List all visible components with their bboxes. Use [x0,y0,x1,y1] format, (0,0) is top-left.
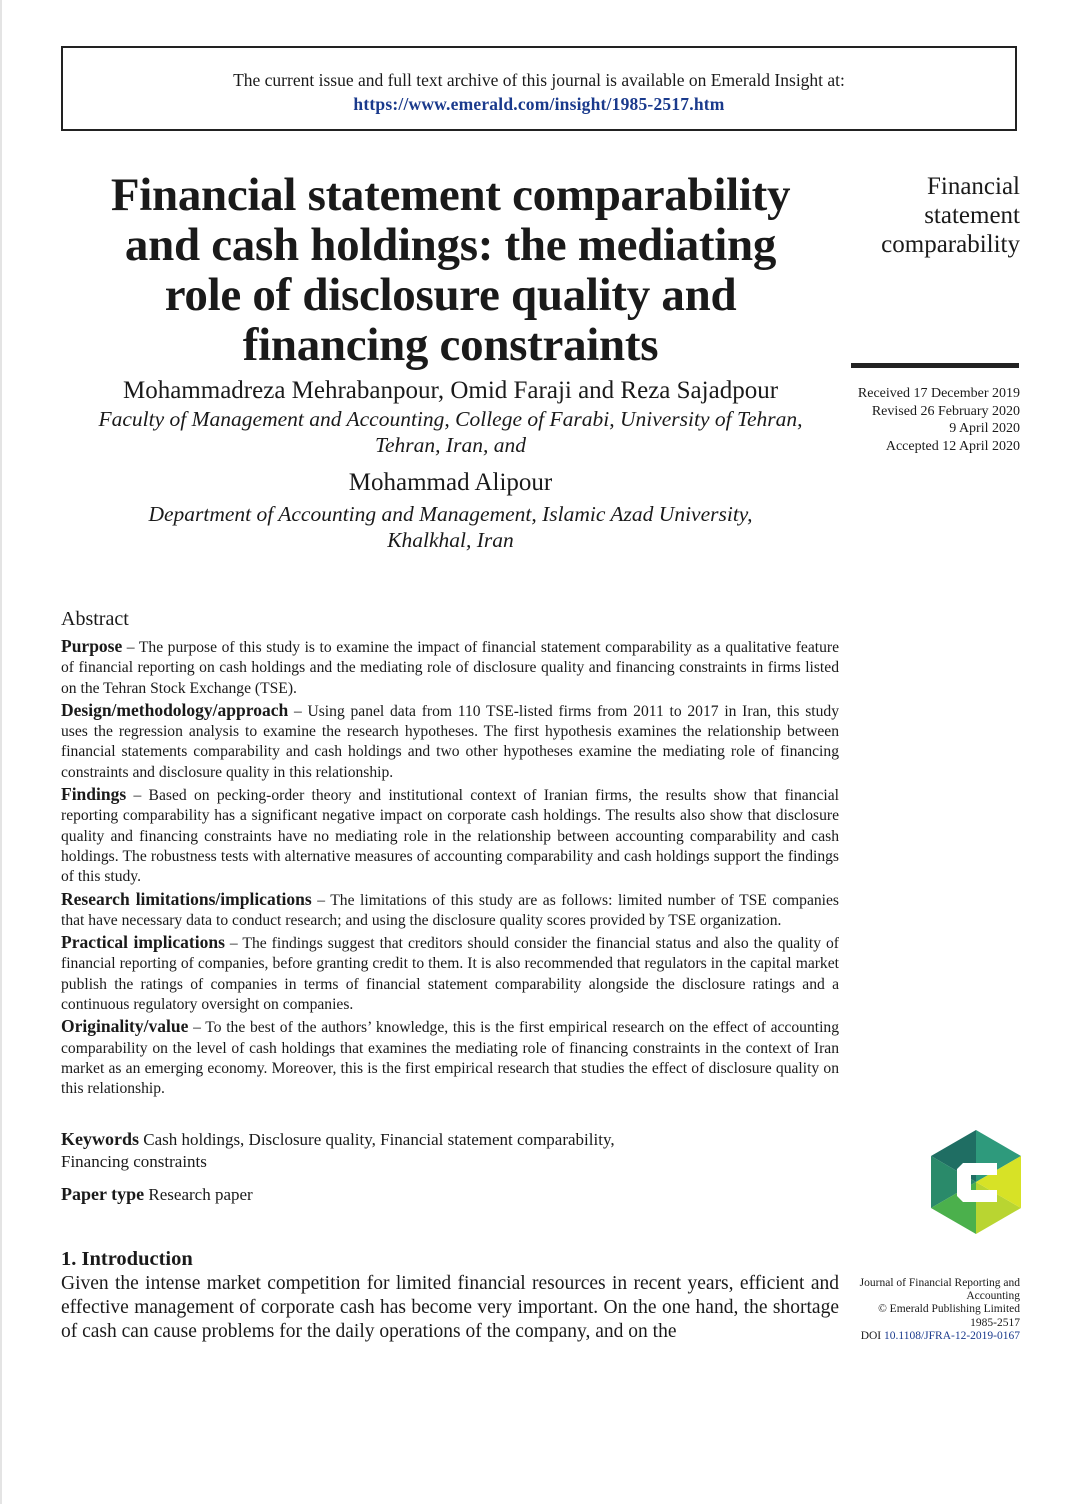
running-head-line: comparability [881,231,1020,258]
paper-type-label: Paper type [61,1184,145,1204]
emerald-logo-icon [931,1130,1021,1234]
doi-label: DOI [860,1329,885,1342]
journal-url-link[interactable]: https://www.emerald.com/insight/1985-2517.htm [353,94,725,114]
affiliation-line: Department of Accounting and Management, Islamic Azad University, [148,502,753,526]
abstract-heading: Abstract [61,608,129,630]
running-head-line: statement [924,202,1020,229]
journal-name: Accounting [966,1290,1020,1303]
limitations-label: Research limitations/implications [61,888,312,909]
abstract-body [61,636,839,1101]
keywords-text-line2: Financing constraints [61,1152,207,1171]
design-label: Design/methodology/approach [61,699,289,720]
originality-text: – To the best of the authors’ knowledge, this is the first empirical research on the effect of accounting comparability on the level of cash holdings that examines the mediating role of financing constraints in the context of Iran market as an emerging economy. Moreover, this is the first empirical research that studies the effect of disclosure quality on this relationship. [61,1019,839,1098]
publisher: © Emerald Publishing Limited [878,1303,1020,1316]
author-list: Mohammadreza Mehrabanpour, Omid Faraji and Reza Sajadpour [122,377,779,404]
practical-text: – The findings suggest that creditors should consider the financial status and also the quality of financial reporting of companies, before granting credit to them. It is also recommended that regulators in the capital market publish the ratings of companies in terms of financial statement comparability alongside the disclosure ratings and a continuous regulatory oversight on companies. [61,935,839,1014]
limitations-text: – The limitations of this study are as follows: limited number of TSE companies that have necessary data to conduct research; and using the disclosure quality scores provided by TSE organization. [61,891,840,929]
received-date: Received 17 December 2019 [857,386,1020,401]
author-affiliation [58,501,843,553]
abstract-findings [61,784,839,887]
design-text: – Using panel data from 110 TSE-listed firms from 2011 to 2017 in Iran, this study uses the regression analysis to examine the research hypotheses. The first hypothesis examines the relationship between financial statements comparability and cash holdings and two other hypotheses examine the mediating role of financing constraints and disclosure quality in this relationship. [61,702,839,781]
introduction-heading: 1. Introduction [61,1248,193,1270]
availability-banner-text [61,68,1017,116]
abstract-design [61,700,839,783]
revised-date: 9 April 2020 [949,421,1020,436]
abstract-originality [61,1016,839,1099]
running-head [850,172,1020,259]
abstract-limitations [61,889,839,932]
affiliation-line: Tehran, Iran, and [375,433,526,457]
purpose-label: Purpose [61,636,123,656]
findings-text: – Based on pecking-order theory and institutional context of Iranian firms, the results show that financial reporting comparability has a significant negative impact on corporate cash holdings. The results also show that disclosure quality and financing constraints have no mediating role in the relationship between accounting comparability and cash holdings. The robustness tests with alternative measures of accounting comparability and cash holdings support the findings of this study. [61,787,839,886]
purpose-text: – The purpose of this study is to examine the impact of financial statement comparability as a qualitative feature of financial reporting on cash holdings and the mediating role of disclosure quality and financing constraints in firms listed on the Tehran Stock Exchange (TSE). [61,639,839,697]
running-head-line: Financial [926,173,1020,200]
practical-label: Practical implications [61,932,225,953]
running-head-rule [851,363,1019,368]
affiliation-line: Faculty of Management and Accounting, College of Farabi, University of Tehran, [98,407,803,431]
doi-link[interactable]: 10.1108/JFRA-12-2019-0167 [884,1329,1020,1342]
title-line: and cash holdings: the mediating [124,219,777,271]
title-line: financing constraints [242,319,659,371]
page-edge-shadow [0,0,2,1504]
title-line: role of disclosure quality and [164,269,737,321]
author-affiliation [58,406,843,458]
abstract-practical [61,932,839,1015]
revised-date: Revised 26 February 2020 [871,403,1020,419]
abstract-purpose [61,636,839,699]
paper-type-text: Research paper [144,1185,253,1204]
author-list: Mohammad Alipour [348,469,553,496]
keywords-text: Cash holdings, Disclosure quality, Financial statement comparability, [139,1130,615,1149]
submission-dates [820,385,1020,455]
introduction-text: Given the intense market competition for limited financial resources in recent years, efficient and effective management of corporate cash has become very important. On the one hand, the shortage of cash can cause problems for the daily operations of the company, and on the [61,1273,839,1342]
affiliation-line: Khalkhal, Iran [387,528,514,552]
keywords [61,1128,839,1173]
accepted-date: Accepted 12 April 2020 [885,438,1020,454]
keywords-label: Keywords [61,1129,139,1149]
originality-label: Originality/value [61,1016,189,1037]
paper-title [58,170,843,370]
issn: 1985-2517 [970,1316,1020,1329]
findings-label: Findings [61,784,127,805]
paper-type [61,1183,839,1206]
availability-notice: The current issue and full text archive of this journal is available on Emerald Insight at: [233,70,845,90]
journal-name: Journal of Financial Reporting and [859,1277,1020,1289]
journal-info [845,1277,1020,1343]
title-line: Financial statement comparability [110,169,791,221]
